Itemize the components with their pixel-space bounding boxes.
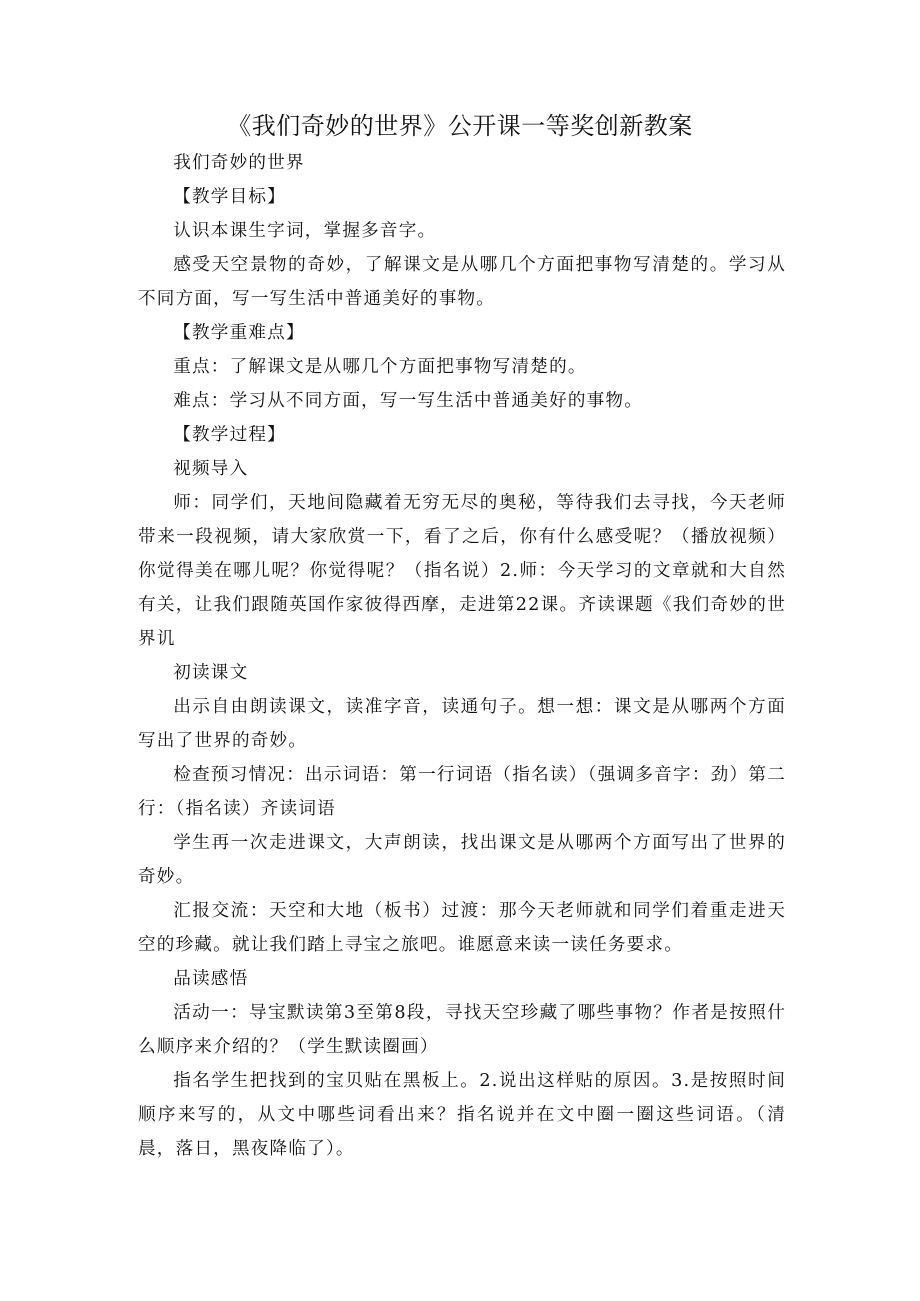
subsection-heading-video-intro: 视频导入: [173, 459, 249, 479]
paragraph: 认识本课生字词，掌握多音字。: [173, 221, 437, 241]
section-heading-goals: 【教学目标】: [173, 187, 286, 207]
paragraph: 检查预习情况：出示词语：第一行词语（指名读）（强调多音字：劲）第二行：（指名读）齐读词语: [138, 765, 786, 819]
section-heading-key-points: 【教学重难点】: [173, 323, 305, 343]
paragraph: 感受天空景物的奇妙，了解课文是从哪几个方面把事物写清楚的。学习从不同方面，写一写生活中普通美好的事物。: [138, 255, 786, 309]
subsection-heading-first-reading: 初读课文: [173, 663, 249, 683]
paragraph: 师：同学们，天地间隐藏着无穷无尽的奥秘，等待我们去寻找，今天老师带来一段视频，请大家欣赏一下，看了之后，你有什么感受呢？（播放视频）你觉得美在哪儿呢？你觉得呢？（指名说）2.师：今天学习的文章就和大自然有关，让我们跟随英国作家彼得西摩，走进第22课。齐读课题《我们奇妙的世界讥: [138, 493, 786, 649]
subsection-heading-reading-insight: 品读感悟: [173, 969, 249, 989]
paragraph: 难点：学习从不同方面，写一写生活中普通美好的事物。: [173, 391, 644, 411]
section-heading-process: 【教学过程】: [173, 425, 286, 445]
paragraph: 出示自由朗读课文，读准字音，读通句子。想一想：课文是从哪两个方面写出了世界的奇妙。: [138, 697, 786, 751]
paragraph: 指名学生把找到的宝贝贴在黑板上。2.说出这样贴的原因。3.是按照时间顺序来写的，从文中哪些词看出来？指名说并在文中圈一圈这些词语。（清晨，落日，黑夜降临了）。: [138, 1071, 786, 1159]
paragraph: 活动一：导宝默读第3至第8段，寻找天空珍藏了哪些事物？作者是按照什么顺序来介绍的？（学生默读圈画）: [138, 1003, 786, 1057]
paragraph: 重点：了解课文是从哪几个方面把事物写清楚的。: [173, 357, 587, 377]
lesson-name: 我们奇妙的世界: [173, 153, 305, 173]
document-body: [138, 146, 786, 1166]
paragraph: 汇报交流：天空和大地（板书）过渡：那今天老师就和同学们着重走进天空的珍藏。就让我们踏上寻宝之旅吧。谁愿意来读一读任务要求。: [138, 901, 786, 955]
document-title: 《我们奇妙的世界》公开课一等奖创新教案: [227, 112, 693, 140]
paragraph: 学生再一次走进课文，大声朗读，找出课文是从哪两个方面写出了世界的奇妙。: [138, 833, 786, 887]
